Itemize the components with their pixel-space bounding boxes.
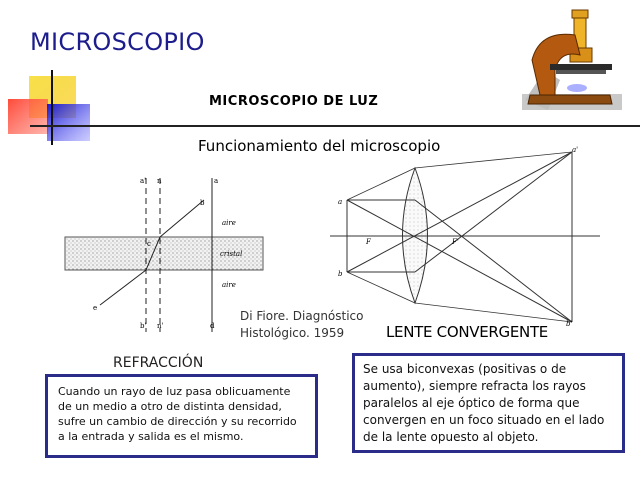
refraction-label: cristal xyxy=(220,250,243,258)
refraction-caption: REFRACCIÓN xyxy=(113,355,204,371)
lens-label: F xyxy=(366,238,371,246)
refraction-label: a' xyxy=(140,177,147,185)
citation-line: Histológico. 1959 xyxy=(240,326,345,340)
refraction-label: aire xyxy=(222,219,236,227)
section-heading: Funcionamiento del microscopio xyxy=(198,137,441,155)
refraction-label: c xyxy=(147,240,151,248)
lens-label: b xyxy=(338,270,343,278)
lens-label: F' xyxy=(452,238,459,246)
lens-text-box: Se usa biconvexas (positivas o de aumento), siempre refracta los rayos paralelos al eje óptico de forma que convergen en un foco situado en el lado de la lente opuesto al objeto. xyxy=(352,353,625,453)
lens-caption: LENTE CONVERGENTE xyxy=(386,323,548,341)
refraction-label: b' xyxy=(140,322,147,330)
refraction-label: a xyxy=(214,177,219,185)
refraction-label: n xyxy=(157,177,162,185)
refraction-label: e xyxy=(93,304,98,312)
refraction-label: n' xyxy=(157,322,164,330)
lens-label: a' xyxy=(572,146,579,154)
citation xyxy=(240,308,364,342)
refraction-text-box: Cuando un rayo de luz pasa oblicuamente de un medio a otro de distinta densidad, sufre un cambio de dirección y su recorrido a la entrada y salida es el mismo. xyxy=(45,374,318,458)
subtitle: MICROSCOPIO DE LUZ xyxy=(209,94,379,109)
lens-label: a xyxy=(338,198,343,206)
citation-line: Di Fiore. Diagnóstico xyxy=(240,309,364,323)
slide-title: MICROSCOPIO xyxy=(30,28,205,56)
refraction-label: d xyxy=(210,322,215,330)
refraction-label: b xyxy=(200,199,205,207)
lens-label: b' xyxy=(566,320,573,328)
refraction-label: aire xyxy=(222,281,236,289)
